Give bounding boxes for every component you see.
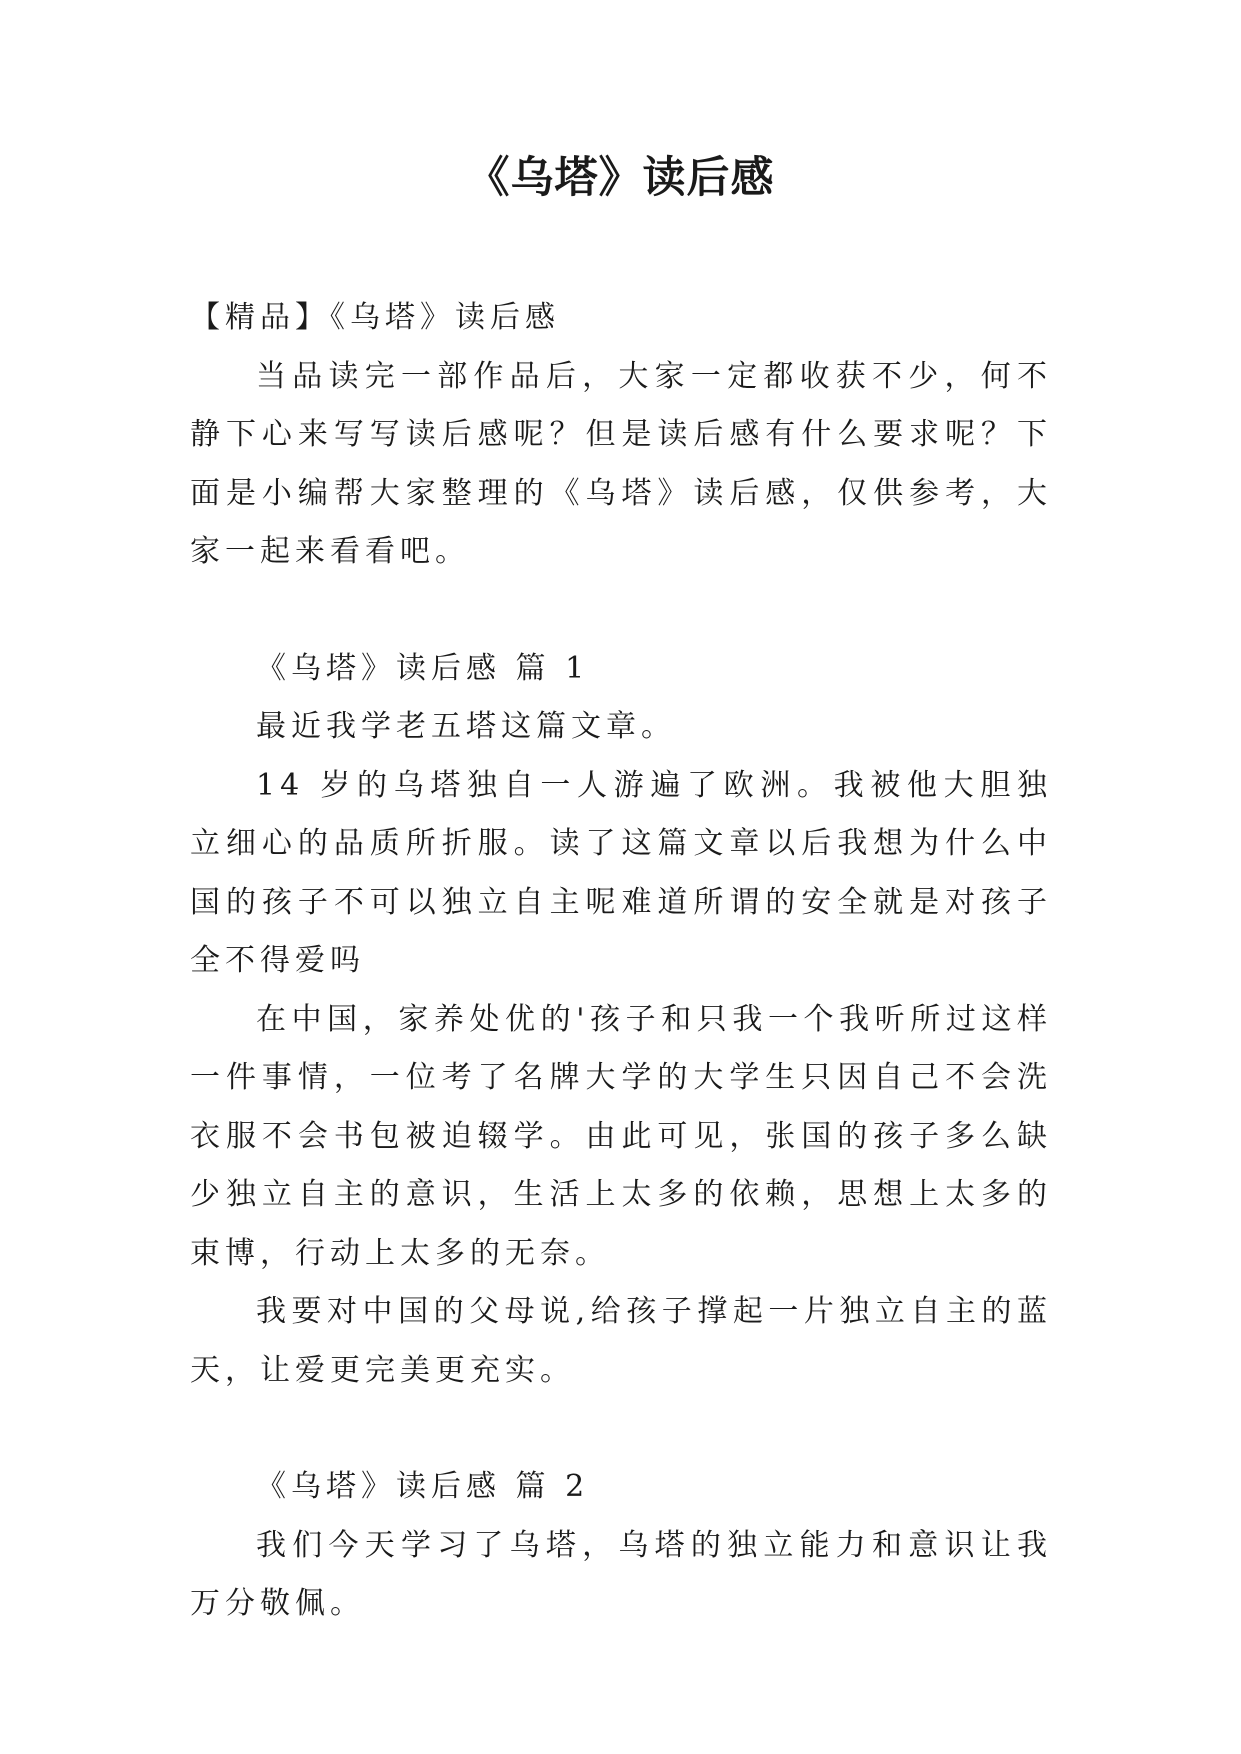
section-1-paragraph-4: 我要对中国的父母说,给孩子撑起一片独立自主的蓝天，让爱更完美更充实。 (190, 1294, 1052, 1388)
intro-paragraph: 当品读完一部作品后，大家一定都收获不少，何不静下心来写写读后感呢？但是读后感有什么要求呢？下面是小编帮大家整理的《乌塔》读后感，仅供参考，大家一起来看看吧。 (190, 358, 1052, 569)
section-1-paragraph-1: 最近我学老五塔这篇文章。 (256, 709, 676, 744)
section-spacer (190, 1400, 1052, 1458)
section-heading-2: 《乌塔》读后感 篇 2 (256, 1469, 590, 1504)
section-spacer (190, 582, 1052, 640)
document-subtitle: 【精品】《乌塔》读后感 (190, 300, 560, 335)
section-heading-1: 《乌塔》读后感 篇 1 (256, 650, 590, 686)
document-title: 《乌塔》读后感 (466, 153, 775, 203)
section-1-paragraph-3: 在中国，家养处优的'孩子和只我一个我听所过这样一件事情，一位考了名牌大学的大学生只因自己不会洗衣服不会书包被迫辍学。由此可见，张国的孩子多么缺少独立自主的意识，生活上太多的依赖，思想上太多的束博，行动上太多的无奈。 (190, 1001, 1052, 1271)
document-body (190, 289, 1052, 1634)
section-1-paragraph-2: 14 岁的乌塔独自一人游遍了欧洲。我被他大胆独立细心的品质所折服。读了这篇文章以后我想为什么中国的孩子不可以独立自主呢难道所谓的安全就是对孩子全不得爱吗 (190, 767, 1052, 978)
section-2-paragraph-1: 我们今天学习了乌塔，乌塔的独立能力和意识让我万分敬佩。 (190, 1527, 1052, 1621)
